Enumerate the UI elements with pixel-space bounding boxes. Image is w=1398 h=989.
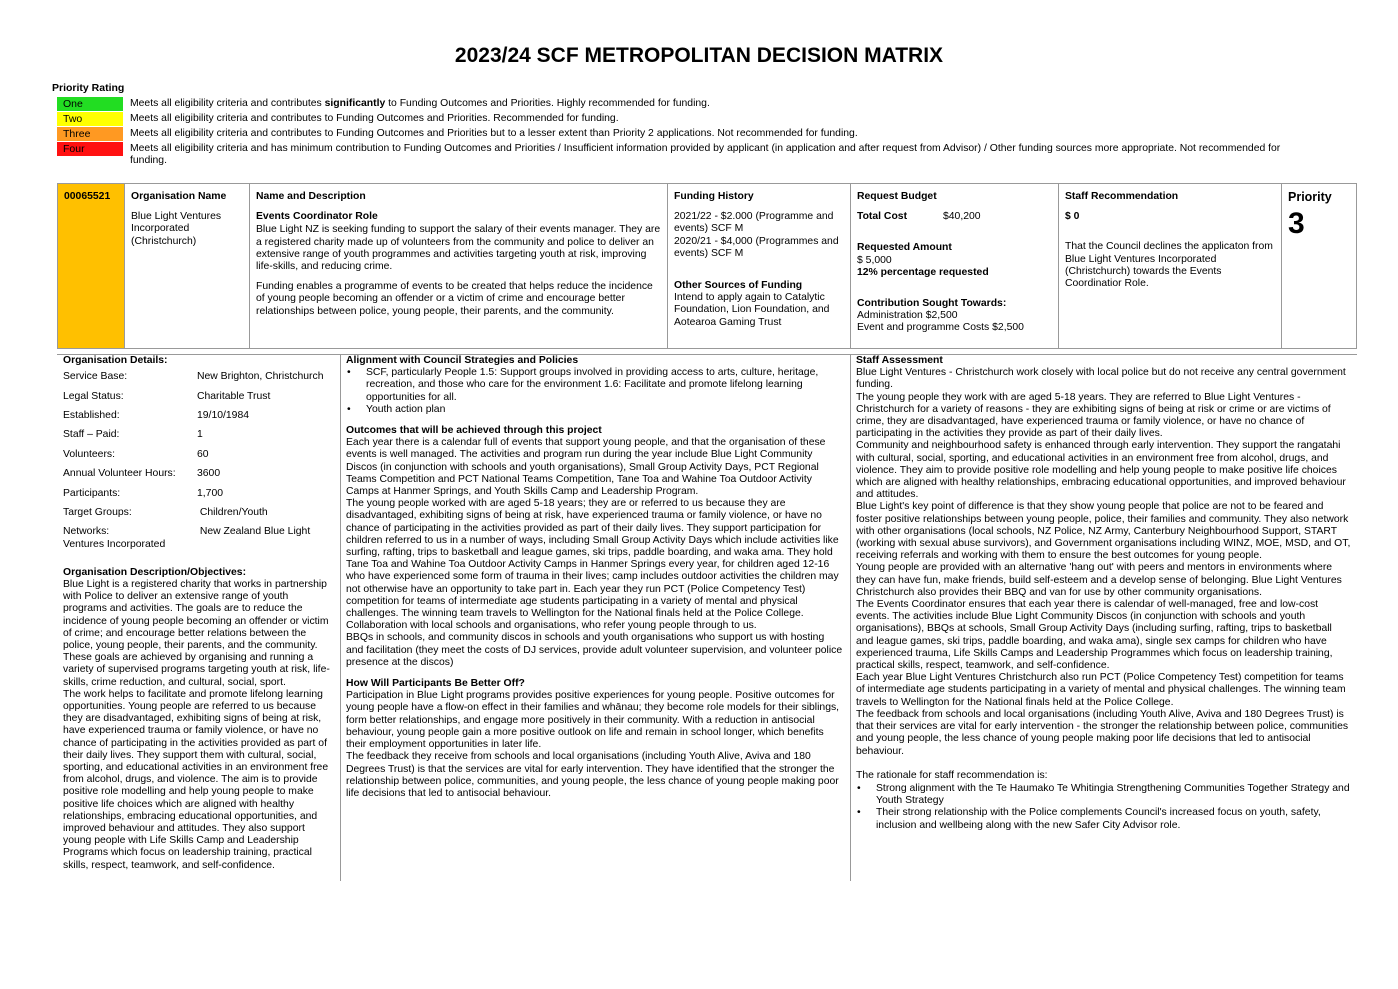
org-detail-networks-cont: Ventures Incorporated xyxy=(63,538,166,550)
priority-desc-four: Meets all eligibility criteria and has minimum contribution to Funding Outcomes and Priorities / Insufficient information provided by applicant (in application and after request from Advisor) / Other funding sources more appropriate. Not recommended for funding. xyxy=(130,143,1281,166)
priority-value: 3 xyxy=(1288,207,1305,241)
org-description-p1: Blue Light is a registered charity that works in partnership with Police to deliver an extensive range of youth programs and activities. The goals are to reduce the incidence of young people becoming an offender or victim of crime; and encourage better relations between the police, young people, their parents, and the community. These goals are achieved by organising and running a variety of supervised programs targeting youth at risk, life-skills, crime reduction, and cultural, social, sport. xyxy=(63,578,330,688)
alignment-item: • Youth action plan xyxy=(346,404,844,416)
outcomes-p4: BBQs in schools, and community discos in schools and youth organisations who support us with hosting and facilitation (they meet the costs of DJ services, provide adult volunteer supervision, and volunteer police presence at the discos) xyxy=(346,632,843,668)
funding-history-item: 2021/22 - $2.000 (Programme and events) SCF M xyxy=(674,211,834,235)
outcomes-p2: The young people worked with are aged 5-18 years; they are or referred to us because they are disadvantaged, exhibiting signs of being at risk, have experienced trauma or family violence, or have no chance of participating in the activities provided as part of their daily lives. They support participation for children referred to us in a number of ways, including Small Group Activity Days which include activities like surfing, rafting, trips to basketball and league games, ski trips, paddle boarding, and waka ama. They hold Tane Toa and Wahine Toa Outdoor Activity Camps in Hanmer Springs every year, for children aged 12-16 who have experienced some form of trauma in their lives; camp includes outdoor activities the children may not otherwise have an opportunity to take part in. Each year they run PCT (Police Competency Test) competition for teams of intermediate age students participating in a variety of mental and physical challenges. The winning team travels to Wellington for the National finals held at the Police College. xyxy=(346,498,839,620)
name-description-header: Name and Description xyxy=(256,191,366,202)
other-sources: Intend to apply again to Catalytic Foundation, Lion Foundation, and Aotearoa Gaming Trust xyxy=(674,292,830,328)
total-cost-label: Total Cost xyxy=(857,211,908,223)
alignment-column xyxy=(346,355,844,800)
percentage-requested: 12% percentage requested xyxy=(857,266,989,278)
project-description-p1: Blue Light NZ is seeking funding to support the salary of their events manager. They are a registered charity made up of volunteers from the community and police to deliver an extensive range of youth programmes and activities targeting youth at risk, improving life-skills, and reducing crime. xyxy=(256,224,661,273)
priority-swatch-three: Three xyxy=(57,127,123,141)
rationale-item: • Their strong relationship with the Police complements Council's increased focus on youth, safety, inclusion and wellbeing along with the new Safer City Advisor role. xyxy=(856,807,1352,831)
priority-desc-three: Meets all eligibility criteria and contributes to Funding Outcomes and Priorities but to a lesser extent than Priority 2 applications. Not recommended for funding. xyxy=(130,128,858,139)
project-title: Events Coordinator Role xyxy=(256,211,378,223)
staff-assessment-column xyxy=(856,355,1352,832)
priority-swatch-two: Two xyxy=(57,112,123,126)
outcomes-heading: Outcomes that will be achieved through this project xyxy=(346,425,602,437)
total-cost-value: $40,200 xyxy=(943,211,981,223)
better-off-p1: Participation in Blue Light programs provides positive experiences for young people. Positive outcomes for young people have a flow-on effect in their families and whānau; they become role models for their siblings, form better relationships, and engage more positively in their community. With a reduction in antisocial behaviour, young people gain a more positive outlook on life and remain in school longer, which benefits their employment opportunities in later life. xyxy=(346,690,840,751)
contribution-item: Event and programme Costs $2,500 xyxy=(857,322,1024,334)
request-budget-cell xyxy=(851,184,1059,348)
staff-assessment-paragraph: Community and neighbourhood safety is enhanced through early intervention. They support the rangatahi with cultural, social, sporting, and educational activities in an environment free from alcohol, drugs, and violence. They aim to provide positive role modelling and help young people to make positive life choices which are aligned with healthy relationships, embracing educational opportunities, and improved behaviour and attitudes. xyxy=(856,440,1346,501)
funding-history-cell xyxy=(668,184,851,348)
priority-cell xyxy=(1282,184,1356,348)
requested-amount-value: $ 5,000 xyxy=(857,254,892,266)
priority-desc-two: Meets all eligibility criteria and contributes to Funding Outcomes and Priorities. Recommended for funding. xyxy=(130,113,619,124)
rationale-list xyxy=(856,783,1352,832)
funding-history-header: Funding History xyxy=(674,191,754,202)
priority-row-three xyxy=(57,127,1330,141)
name-description-cell xyxy=(250,184,668,348)
other-sources-header: Other Sources of Funding xyxy=(674,280,803,292)
staff-assessment-paragraph: Each year Blue Light Ventures Christchurch also run PCT (Police Competency Test) competition for teams of intermediate age students participating in a variety of mental and physical challenges. The winning team travels to Wellington for the National finals held at the Police College. xyxy=(856,672,1346,708)
alignment-list xyxy=(346,367,844,416)
requested-amount-label: Requested Amount xyxy=(857,242,952,254)
staff-assessment-paragraph: The Events Coordinator ensures that each year there is calendar of well-managed, free and low-cost events. The activities include Blue Light Community Discos (in conjunction with schools and youth organisations), BBQs at schools, Small Group Activity Days (including surfing, rafting, trips to basketball and league games, ski trips, paddle boarding, and waka ama), single sex camps for children who have experienced trauma, Life Skills Camps and Leadership Programmes which focus on leadership training, practical skills, respect, teamwork, and self-confidence. xyxy=(856,599,1333,672)
staff-assessment-heading: Staff Assessment xyxy=(856,355,943,366)
staff-assessment-paragraph: Young people are provided with an alternative 'hang out' with peers and mentors in environments where they can have fun, make friends, build self-esteem and a develop sense of belonging. Blue Light Ventures Christchurch also provides their BBQ and van for use by other community organisations. xyxy=(856,562,1342,598)
org-description-p2: The work helps to facilitate and promote lifelong learning opportunities. Young people are referred to us because they are disadvantaged, exhibiting signs of being at risk, have experienced trauma or family violence, or have no chance of participating in the activities provided as part of their daily lives. They support them with cultural, social, sporting, and educational activities in an environment free from alcohol, drugs, and violence. The aim is to provide positive role modelling and help young people to make positive life choices which are aligned with healthy relationships, embracing educational opportunities, and improved behaviour and attitudes. They also support young people with Life Skills Camp and Leadership Programs which focus on leadership training, practical skills, respect, teamwork, and self-confidence. xyxy=(63,688,329,871)
org-name: Blue Light Ventures Incorporated (Christchurch) xyxy=(131,211,222,247)
org-detail-row: Target Groups: Children/Youth xyxy=(63,506,268,518)
org-name-cell xyxy=(125,184,250,348)
priority-desc-one: Meets all eligibility criteria and contributes significantly to Funding Outcomes and Priorities. Highly recommended for funding. xyxy=(130,98,710,109)
contribution-header: Contribution Sought Towards: xyxy=(857,298,1007,310)
column-divider xyxy=(850,355,851,881)
application-id: 00065521 xyxy=(64,191,111,202)
staff-recommendation-cell xyxy=(1059,184,1282,348)
org-name-header: Organisation Name xyxy=(131,191,227,202)
staff-recommendation-header: Staff Recommendation xyxy=(1065,191,1179,202)
column-divider xyxy=(340,355,341,881)
staff-assessment-paragraph: The feedback from schools and local organisations (including Youth Alive, Aviva and 180 Degrees Trust) is that their services are vital for early intervention - the stronger the relationship between police, communities and young people, the less chance of young people making poor life decisions that led to antisocial behaviour. xyxy=(856,708,1349,757)
alignment-heading: Alignment with Council Strategies and Policies xyxy=(346,355,579,366)
org-description-heading: Organisation Description/Objectives: xyxy=(63,566,247,578)
page-title: 2023/24 SCF METROPOLITAN DECISION MATRIX xyxy=(454,44,944,67)
priority-header: Priority xyxy=(1288,190,1332,204)
rationale-item: • Strong alignment with the Te Haumako Te Whitingia Strengthening Communities Together Strategy and Youth Strategy xyxy=(856,783,1352,807)
staff-assessment-paragraph: Blue Light's key point of difference is that they show young people that police are not to be feared and foster positive relationships between young people, police, their families and community. They also network with other organisations (local schools, NZ Police, NZ Army, Canterbury Neighbourhood Support, START (working with sexual abuse survivors), and Government organisations including WINZ, MOE, MSD, and OT, receiving referrals and working with them to ensure the best outcomes for young people. xyxy=(856,501,1351,562)
staff-recommendation-text: That the Council declines the applicaton from Blue Light Ventures Incorporated (Christchurch) towards the Events Coordinatior Role. xyxy=(1065,241,1273,290)
org-details-heading: Organisation Details: xyxy=(63,355,168,366)
priority-row-one xyxy=(57,97,1330,111)
org-details-column xyxy=(63,355,335,872)
priority-rating-heading: Priority Rating xyxy=(52,82,125,94)
staff-assessment-paragraph: The young people they work with are aged 5-18 years. They are referred to Blue Light Ventures - Christchurch for a variety of reasons - they are exhibiting signs of being at risk or crime or are victims of crime, they are disadvantaged, have experienced trauma or family violence, or have no chance of participating in the activities they provide as part of their daily lives. xyxy=(856,391,1331,440)
org-detail-row: Volunteers: 60 xyxy=(63,448,209,460)
request-budget-header: Request Budget xyxy=(857,191,937,202)
outcomes-p3: Collaboration with local schools and organisations, who refer young people through to us. xyxy=(346,620,757,632)
org-detail-row: Service Base: New Brighton, Christchurch xyxy=(63,371,324,383)
staff-assessment-paragraph: Blue Light Ventures - Christchurch work closely with local police but do not receive any central government funding. xyxy=(856,367,1346,391)
priority-row-two xyxy=(57,112,1330,126)
application-id-cell xyxy=(58,184,125,348)
org-detail-row: Legal Status: Charitable Trust xyxy=(63,390,271,402)
priority-swatch-one: One xyxy=(57,97,123,111)
funding-history-item: 2020/21 - $4,000 (Programmes and events) SCF M xyxy=(674,235,839,259)
project-description-p2: Funding enables a programme of events to be created that helps reduce the incidence of young people becoming an offender or a victim of crime and encourage better relationships between police, young people, their parents, and the community. xyxy=(256,281,653,317)
total-cost-row xyxy=(857,211,1052,223)
better-off-p2: The feedback they receive from schools and local organisations (including Youth Alive, Aviva and 180 Degrees Trust) is that the services are vital for early intervention. They have identified that the stronger the relationship between police, communities, and young people, the less chance of young people making poor life decisions that led to antisocial behaviour. xyxy=(346,751,839,799)
staff-recommendation-amount: $ 0 xyxy=(1065,211,1080,223)
better-off-heading: How Will Participants Be Better Off? xyxy=(346,678,525,690)
contribution-item: Administration $2,500 xyxy=(857,310,958,322)
org-detail-row: Established: 19/10/1984 xyxy=(63,409,250,421)
org-detail-row: Participants: 1,700 xyxy=(63,487,224,499)
rationale-heading: The rationale for staff recommendation is: xyxy=(856,769,1048,781)
summary-table xyxy=(57,183,1357,349)
outcomes-p1: Each year there is a calendar full of events that support young people, and that the organisation of these events is well managed. The activities and program run during the year include Blue Light Community Discos (in conjunction with schools and youth organisations), Small Group Activity Days, PCT Regional Teams Competition and PCT National Teams Competition, Tane Toa and Wahine Toa Outdoor Activity Camps at Hanmer Springs, and Youth Skills Camp and Leadership Program. xyxy=(346,437,826,498)
org-detail-row: Staff – Paid: 1 xyxy=(63,429,203,441)
priority-swatch-four: Four xyxy=(57,142,123,156)
org-detail-networks: Networks: New Zealand Blue Light xyxy=(63,526,311,538)
org-detail-row: Annual Volunteer Hours: 3600 xyxy=(63,468,221,480)
alignment-item: • SCF, particularly People 1.5: Support groups involved in providing access to arts, culture, heritage, recreation, and those who care for the environment 1.6: Facilitate and promote lifelong learning opportunities for all. xyxy=(346,367,844,404)
priority-row-four xyxy=(57,142,1310,167)
